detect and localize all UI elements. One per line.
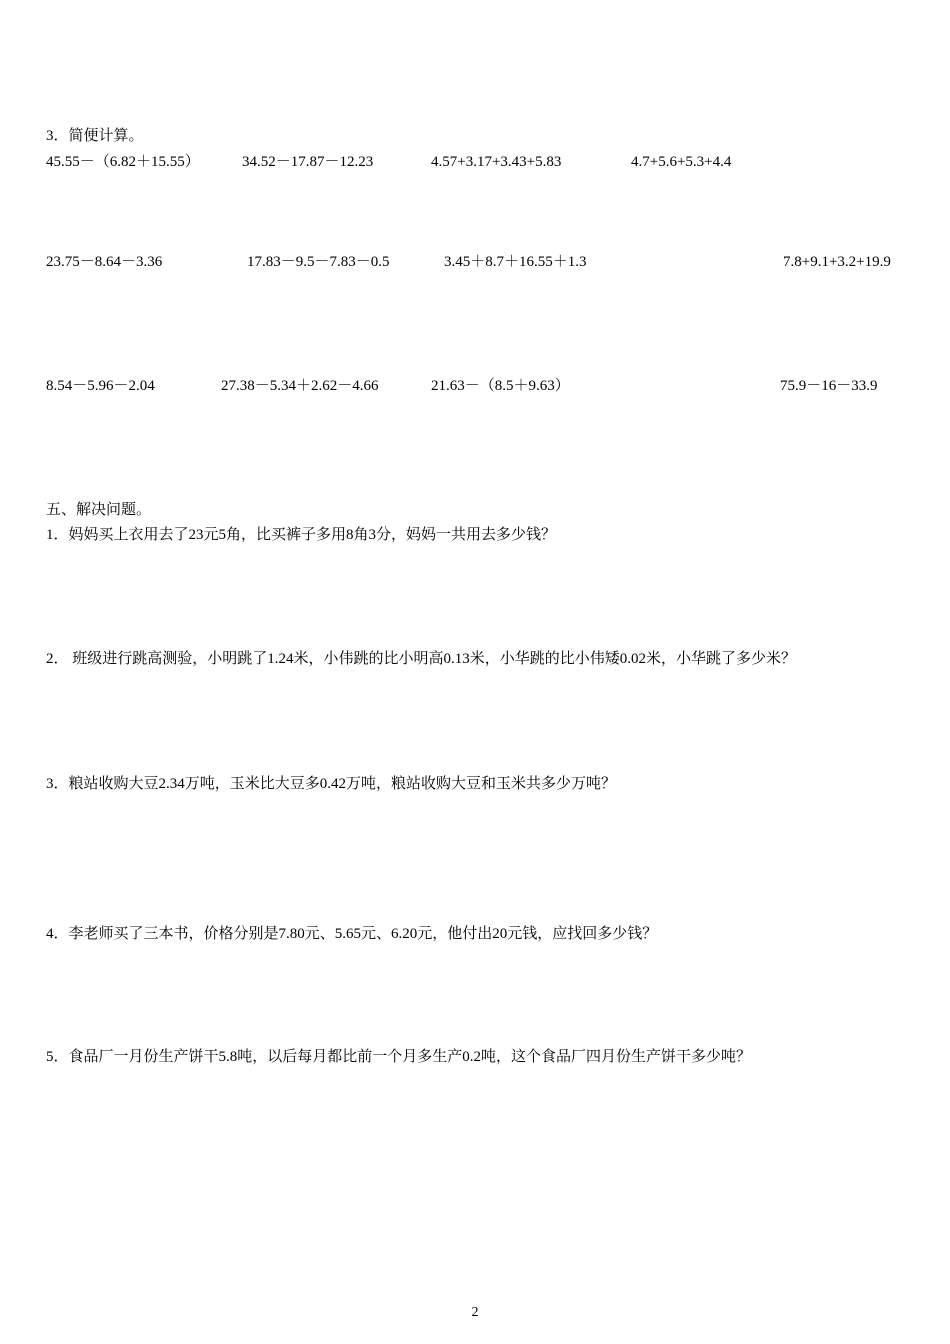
expression-r2-c3: 3.45＋8.7＋16.55＋1.3 [444,254,587,270]
page-number: 2 [471,1305,479,1320]
problem-2: 2． 班级进行跳高测验，小明跳了1.24米，小伟跳的比小明高0.13米，小华跳的比小伟矮0.02米，小华跳了多少米？ [46,651,797,667]
expression-r1-c4: 4.7+5.6+5.3+4.4 [631,154,732,170]
expression-r3-c4: 75.9－16－33.9 [780,378,878,394]
expression-r3-c3: 21.63－（8.5＋9.63） [431,378,570,394]
expression-r2-c1: 23.75－8.64－3.36 [46,254,163,270]
expression-r1-c2: 34.52－17.87－12.23 [242,154,374,170]
problem-5: 5．食品厂一月份生产饼干5.8吨，以后每月都比前一个月多生产0.2吨，这个食品厂四月份生产饼干多少吨？ [46,1049,752,1065]
problem-4: 4．李老师买了三本书，价格分别是7.80元、5.65元、6.20元，他付出20元钱，应找回多少钱？ [46,926,658,942]
problem-1: 1．妈妈买上衣用去了23元5角，比买裤子多用8角3分，妈妈一共用去多少钱？ [46,527,557,543]
expression-r2-c2: 17.83－9.5－7.83－0.5 [247,254,390,270]
expression-r1-c1: 45.55－（6.82＋15.55） [46,154,200,170]
expression-r3-c1: 8.54－5.96－2.04 [46,378,155,394]
expression-r3-c2: 27.38－5.34＋2.62－4.66 [221,378,379,394]
problem-3: 3．粮站收购大豆2.34万吨，玉米比大豆多0.42万吨，粮站收购大豆和玉米共多少万吨？ [46,776,617,792]
section-3-heading: 3．简便计算。 [46,128,144,144]
section-5-heading: 五、解决问题。 [46,502,152,518]
expression-r2-c4: 7.8+9.1+3.2+19.9 [783,254,891,270]
expression-r1-c3: 4.57+3.17+3.43+5.83 [431,154,562,170]
